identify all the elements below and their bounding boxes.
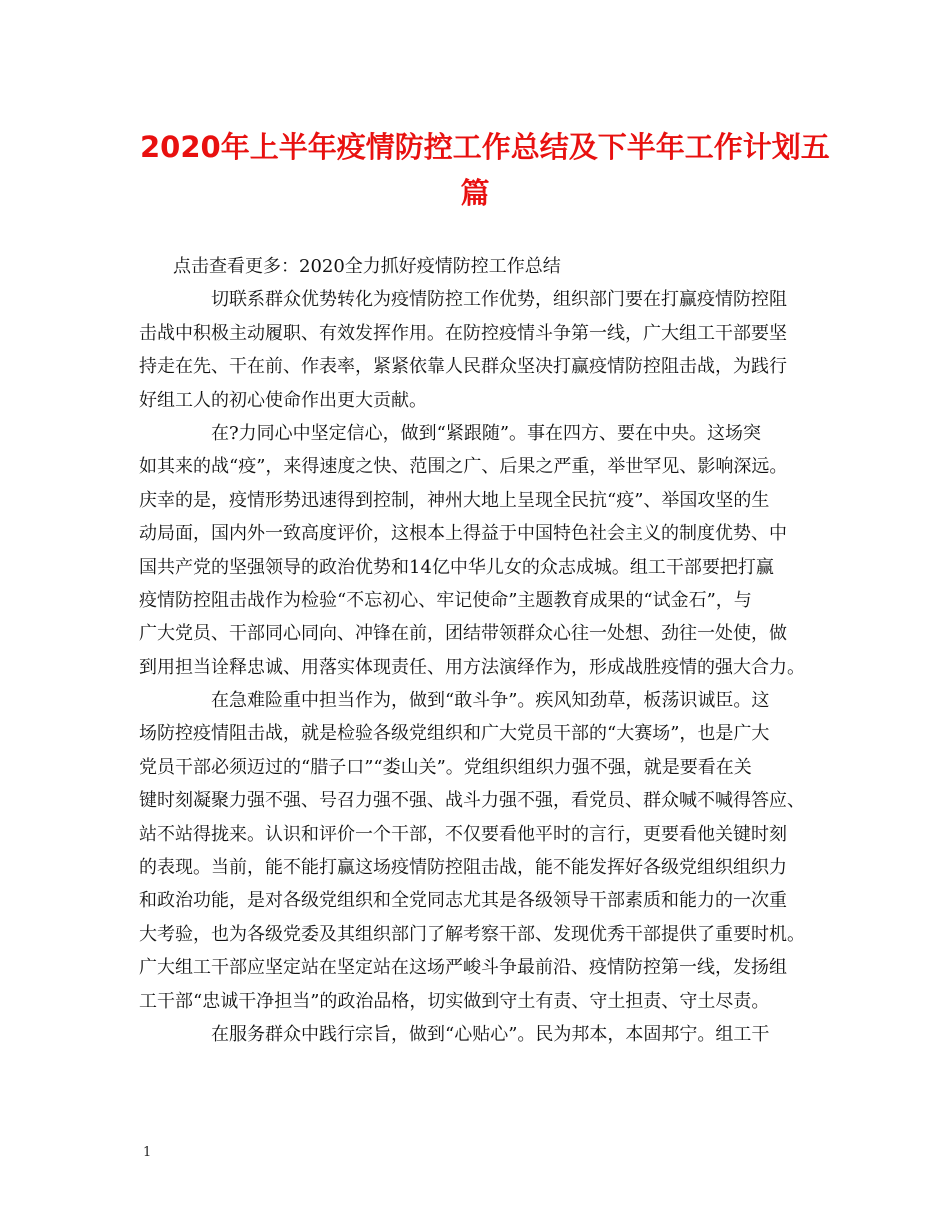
document-body	[139, 250, 819, 1051]
paragraph-line: 动局面，国内外一致高度评价，这根本上得益于中国特色社会主义的制度优势、中	[139, 523, 787, 545]
paragraph-line: 的表现。当前，能不能打赢这场疫情防控阻击战，能不能发挥好各级党组织组织力	[139, 857, 787, 879]
paragraph-line: 键时刻凝聚力强不强、号召力强不强、战斗力强不强，看党员、群众喊不喊得答应、	[139, 790, 805, 812]
paragraph-line: 工干部“忠诚干净担当”的政治品格，切实做到守土有责、守土担责、守土尽责。	[139, 990, 770, 1012]
paragraph-line: 如其来的战“疫”，来得速度之快、范围之广、后果之严重，举世罕见、影响深远。	[139, 456, 788, 478]
paragraph-line: 击战中积极主动履职、有效发挥作用。在防控疫情斗争第一线，广大组工干部要坚	[139, 322, 787, 344]
paragraph-line: 广大党员、干部同心同向、冲锋在前，团结带领群众心往一处想、劲往一处使，做	[139, 623, 787, 645]
paragraph-line: 大考验，也为各级党委及其组织部门了解考察干部、发现优秀干部提供了重要时机。	[139, 923, 805, 945]
paragraph-line: 疫情防控阻击战作为检验“不忘初心、牢记使命”主题教育成果的“试金石”，与	[139, 589, 752, 611]
paragraph-line: 到用担当诠释忠诚、用落实体现责任、用方法演绎作为，形成战胜疫情的强大合力。	[139, 656, 805, 678]
paragraph-line: 场防控疫情阻击战，就是检验各级党组织和广大党员干部的“大赛场”，也是广大	[139, 723, 770, 745]
paragraph-line: 好组工人的初心使命作出更大贡献。	[139, 389, 427, 411]
paragraph-line: 党员干部必须迈过的“腊子口”“娄山关”。党组织组织力强不强，就是要看在关	[139, 756, 752, 778]
more-link-line[interactable]: 点击查看更多：2020全力抓好疫情防控工作总结	[173, 256, 561, 277]
paragraph-line: 在急难险重中担当作为，做到“敢斗争”。疾风知劲草，板荡识诚臣。这	[211, 690, 770, 712]
paragraph-line: 庆幸的是，疫情形势迅速得到控制，神州大地上呈现全民抗“疫”、举国攻坚的生	[139, 489, 770, 511]
paragraph-line: 国共产党的坚强领导的政治优势和14亿中华儿女的众志成城。组工干部要把打赢	[139, 556, 774, 578]
paragraph-line: 和政治功能，是对各级党组织和全党同志尤其是各级领导干部素质和能力的一次重	[139, 890, 787, 912]
paragraph-line: 在服务群众中践行宗旨，做到“心贴心”。民为邦本，本固邦宁。组工干	[211, 1023, 770, 1045]
paragraph-line: 持走在先、干在前、作表率，紧紧依靠人民群众坚决打赢疫情防控阻击战，为践行	[139, 356, 787, 378]
title-line: 2020年上半年疫情防控工作总结及下半年工作计划五	[140, 130, 830, 164]
paragraph-line: 广大组工干部应坚定站在坚定站在这场严峻斗争最前沿、疫情防控第一线，发扬组	[139, 957, 787, 979]
paragraph-line: 切联系群众优势转化为疫情防控工作优势，组织部门要在打赢疫情防控阻	[211, 289, 787, 311]
document-title	[140, 124, 830, 216]
page-number: 1	[143, 1145, 152, 1160]
paragraph-line: 站不站得拢来。认识和评价一个干部，不仅要看他平时的言行，更要看他关键时刻	[139, 823, 787, 845]
title-line: 篇	[460, 176, 490, 210]
paragraph-line: 在?力同心中坚定信心，做到“紧跟随”。事在四方、要在中央。这场突	[211, 422, 762, 444]
